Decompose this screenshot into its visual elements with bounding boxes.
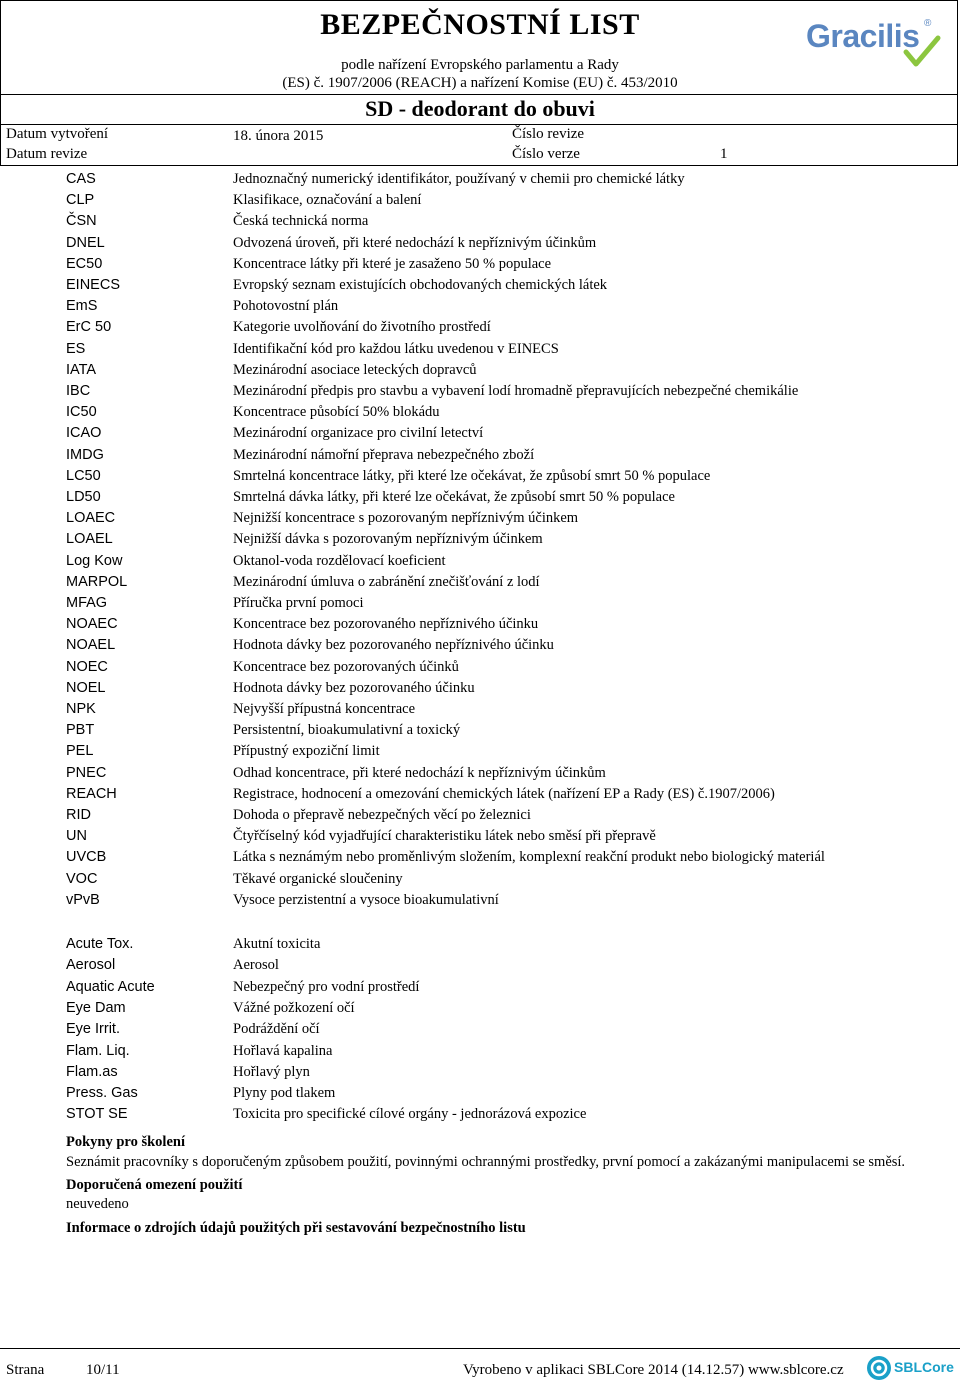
abbreviation-row bbox=[0, 828, 960, 849]
restrictions-title: Doporučená omezení použití bbox=[66, 1177, 243, 1193]
abbreviation-code: Log Kow bbox=[66, 552, 123, 569]
abbreviation-row bbox=[0, 786, 960, 807]
abbreviation-description: Koncentrace látky při které je zasaženo 50 % populace bbox=[233, 255, 552, 272]
abbreviation-description: Těkavé organické sloučeniny bbox=[233, 870, 403, 887]
abbreviation-code: Acute Tox. bbox=[66, 936, 134, 952]
abbreviation-description: Mezinárodní námořní přeprava nebezpečného zboží bbox=[233, 446, 535, 463]
abbreviation-code: Flam.as bbox=[66, 1063, 118, 1080]
training-title: Pokyny pro školení bbox=[66, 1134, 185, 1150]
abbreviation-description: Přípustný expoziční limit bbox=[233, 743, 380, 760]
abbreviation-row bbox=[0, 1021, 960, 1042]
abbreviation-description: Dohoda o přepravě nebezpečných věcí po železnici bbox=[233, 807, 531, 823]
regulation-line-1: podle nařízení Evropského parlamentu a Rady bbox=[341, 57, 619, 73]
document-title: BEZPEČNOSTNÍ LIST bbox=[320, 8, 640, 41]
abbreviation-code: LOAEL bbox=[66, 531, 113, 548]
abbreviation-description: Koncentrace bez pozorovaných účinků bbox=[233, 658, 459, 675]
abbreviation-code: ČSN bbox=[66, 213, 97, 230]
abbreviation-code: CAS bbox=[66, 171, 96, 187]
abbreviation-description: Nejnižší koncentrace s pozorovaným nepříznivým účinkem bbox=[233, 510, 579, 527]
abbreviation-description: Čtyřčíselný kód vyjadřující charakteristiku látek nebo směsí při přepravě bbox=[233, 828, 656, 845]
abbreviation-description: Kategorie uvolňování do životního prostředí bbox=[233, 319, 491, 336]
abbreviation-row bbox=[0, 277, 960, 298]
abbreviation-row bbox=[0, 489, 960, 510]
abbreviation-description: Odhad koncentrace, při které nedochází k nepříznivým účinkům bbox=[233, 764, 606, 781]
gracilis-logo bbox=[806, 18, 946, 74]
abbreviation-description: Koncentrace bez pozorovaného nepříznivého účinku bbox=[233, 616, 539, 633]
abbreviation-code: UN bbox=[66, 828, 87, 845]
abbreviation-row bbox=[0, 171, 960, 192]
abbreviation-description: Smrtelná koncentrace látky, při které lze očekávat, že způsobí smrt 50 % populace bbox=[233, 467, 711, 484]
abbreviation-row bbox=[0, 722, 960, 743]
abbreviation-description: Mezinárodní asociace leteckých dopravců bbox=[233, 361, 477, 378]
abbreviation-code: IBC bbox=[66, 383, 91, 399]
abbreviation-description: Smrtelná dávka látky, při které lze očekávat, že způsobí smrt 50 % populace bbox=[233, 489, 675, 505]
abbreviation-row bbox=[0, 979, 960, 1000]
abbreviation-code: Press. Gas bbox=[66, 1085, 138, 1102]
abbreviation-description: Látka s neznámým nebo proměnlivým složením, komplexní reakční produkt nebo biologický materiál bbox=[233, 849, 825, 866]
abbreviation-code: ErC 50 bbox=[66, 319, 112, 336]
abbreviation-code: IATA bbox=[66, 361, 97, 378]
abbreviation-code: PEL bbox=[66, 743, 94, 760]
abbreviation-row bbox=[0, 743, 960, 764]
abbreviation-code: IC50 bbox=[66, 404, 97, 421]
abbreviation-code: LOAEC bbox=[66, 510, 116, 527]
abbreviation-code: NOAEL bbox=[66, 637, 116, 654]
abbreviation-code: CLP bbox=[66, 192, 95, 209]
produced-by-text: Vyrobeno v aplikaci SBLCore 2014 (14.12.57) www.sblcore.cz bbox=[463, 1362, 844, 1378]
abbreviation-code: DNEL bbox=[66, 234, 105, 251]
abbreviation-row bbox=[0, 531, 960, 552]
abbreviation-code: EC50 bbox=[66, 255, 103, 272]
sblcore-logo bbox=[866, 1354, 956, 1382]
abbreviation-description: Mezinárodní organizace pro civilní letectví bbox=[233, 425, 484, 442]
abbreviation-description: Podráždění očí bbox=[233, 1021, 320, 1038]
abbreviation-description: Oktanol-voda rozdělovací koeficient bbox=[233, 552, 446, 569]
abbreviation-row bbox=[0, 616, 960, 637]
header-divider bbox=[0, 94, 958, 95]
abbreviation-row bbox=[0, 362, 960, 383]
abbreviation-code: NOEC bbox=[66, 658, 108, 675]
abbreviation-row bbox=[0, 447, 960, 468]
abbreviation-description: Hodnota dávky bez pozorovaného účinku bbox=[233, 679, 475, 696]
product-name: SD - deodorant do obuvi bbox=[365, 96, 595, 121]
abbreviation-row bbox=[0, 235, 960, 256]
abbreviation-description: Identifikační kód pro každou látku uvedenou v EINECS bbox=[233, 340, 559, 357]
abbreviation-description: Hořlavá kapalina bbox=[233, 1042, 333, 1059]
abbreviation-row bbox=[0, 468, 960, 489]
abbreviation-row bbox=[0, 298, 960, 319]
document-header bbox=[0, 0, 958, 164]
abbreviation-row bbox=[0, 892, 960, 913]
abbreviation-row bbox=[0, 383, 960, 404]
abbreviation-description: Klasifikace, označování a balení bbox=[233, 192, 422, 209]
revision-number-label: Číslo revize bbox=[512, 126, 585, 142]
abbreviation-row bbox=[0, 213, 960, 234]
abbreviation-code: Aerosol bbox=[66, 957, 116, 974]
abbreviation-code: LD50 bbox=[66, 489, 101, 505]
abbreviation-code: MFAG bbox=[66, 595, 108, 611]
training-body: Seznámit pracovníky s doporučeným způsobem použití, povinnými ochrannými prostředky, první pomocí a zakázanými manipulacemi se směsí. bbox=[66, 1154, 906, 1170]
version-value: 1 bbox=[720, 146, 728, 162]
abbreviation-description: Mezinárodní úmluva o zabránění znečišťování z lodí bbox=[233, 573, 540, 590]
regulation-line-2: (ES) č. 1907/2006 (REACH) a nařízení Komise (EU) č. 453/2010 bbox=[282, 75, 678, 91]
abbreviation-row bbox=[0, 1043, 960, 1064]
abbreviation-description: Jednoznačný numerický identifikátor, používaný v chemii pro chemické látky bbox=[233, 171, 685, 187]
abbreviation-code: STOT SE bbox=[66, 1106, 128, 1123]
sblcore-wordmark: SBLCore bbox=[894, 1359, 954, 1375]
abbreviation-code: Aquatic Acute bbox=[66, 978, 155, 995]
abbreviation-code: Eye Irrit. bbox=[66, 1021, 120, 1038]
abbreviation-description: Pohotovostní plán bbox=[233, 298, 339, 315]
abbreviation-row bbox=[0, 341, 960, 362]
abbreviation-description: Koncentrace působící 50% blokádu bbox=[233, 404, 440, 421]
abbreviation-row bbox=[0, 807, 960, 828]
abbreviation-code: MARPOL bbox=[66, 573, 128, 590]
abbreviation-code: VOC bbox=[66, 870, 98, 887]
abbreviation-description: Toxicita pro specifické cílové orgány - jednorázová expozice bbox=[233, 1106, 587, 1123]
restrictions-body: neuvedeno bbox=[66, 1196, 129, 1212]
abbreviation-row bbox=[0, 510, 960, 531]
version-label: Číslo verze bbox=[512, 146, 580, 162]
abbreviation-row bbox=[0, 1000, 960, 1021]
abbreviation-row bbox=[0, 192, 960, 213]
page-number: 10/11 bbox=[86, 1362, 120, 1378]
abbreviation-row bbox=[0, 1085, 960, 1106]
abbreviation-code: PNEC bbox=[66, 764, 107, 781]
abbreviation-row bbox=[0, 553, 960, 574]
abbreviation-description: Vážné požkození očí bbox=[233, 999, 355, 1016]
abbreviation-row bbox=[0, 659, 960, 680]
abbreviation-description: Evropský seznam existujících obchodovaných chemických látek bbox=[233, 277, 608, 293]
abbreviation-code: vPvB bbox=[66, 891, 100, 908]
abbreviation-code: LC50 bbox=[66, 467, 101, 484]
abbreviation-row bbox=[0, 425, 960, 446]
abbreviation-row bbox=[0, 1064, 960, 1085]
abbreviation-description: Persistentní, bioakumulativní a toxický bbox=[233, 722, 461, 739]
abbreviation-row bbox=[0, 701, 960, 722]
abbreviation-code: UVCB bbox=[66, 849, 107, 866]
created-value: 18. února 2015 bbox=[233, 128, 324, 144]
logo-registered-mark: ® bbox=[924, 18, 932, 29]
abbreviation-row bbox=[0, 871, 960, 892]
abbreviation-description: Registrace, hodnocení a omezování chemických látek (nařízení EP a Rady (ES) č.1907/2006) bbox=[233, 785, 775, 802]
sblcore-icon bbox=[866, 1355, 892, 1381]
abbreviation-row bbox=[0, 256, 960, 277]
abbreviation-row bbox=[0, 404, 960, 425]
abbreviation-description: Hodnota dávky bez pozorovaného nepříznivého účinku bbox=[233, 637, 554, 654]
abbreviation-code: PBT bbox=[66, 722, 95, 739]
abbreviation-code: ICAO bbox=[66, 425, 102, 442]
abbreviation-code: EmS bbox=[66, 298, 98, 315]
logo-wordmark: Gracilis bbox=[806, 18, 920, 54]
abbreviation-code: NOEL bbox=[66, 679, 106, 696]
abbreviation-row bbox=[0, 957, 960, 978]
revision-date-label: Datum revize bbox=[6, 146, 88, 162]
abbreviation-code: EINECS bbox=[66, 277, 120, 293]
abbreviation-row bbox=[0, 936, 960, 957]
abbreviation-description: Plyny pod tlakem bbox=[233, 1085, 336, 1102]
abbreviation-description: Odvozená úroveň, při které nedochází k nepříznivým účinkům bbox=[233, 234, 597, 251]
abbreviation-description: Nejnižší dávka s pozorovaným nepříznivým účinkem bbox=[233, 531, 543, 548]
abbreviation-code: Flam. Liq. bbox=[66, 1042, 130, 1059]
abbreviation-row bbox=[0, 680, 960, 701]
abbreviation-description: Akutní toxicita bbox=[233, 936, 321, 952]
abbreviation-row bbox=[0, 849, 960, 870]
abbreviation-description: Mezinárodní předpis pro stavbu a vybavení lodí hromadně přepravujících nebezpečné chemikálie bbox=[233, 383, 799, 399]
header-divider bbox=[0, 124, 958, 125]
abbreviation-row bbox=[0, 765, 960, 786]
abbreviation-row bbox=[0, 637, 960, 658]
abbreviation-description: Aerosol bbox=[233, 957, 279, 974]
abbreviation-description: Česká technická norma bbox=[233, 213, 369, 230]
abbreviation-code: REACH bbox=[66, 785, 117, 802]
sources-title: Informace o zdrojích údajů použitých při sestavování bezpečnostního listu bbox=[66, 1220, 526, 1236]
abbreviation-code: RID bbox=[66, 807, 91, 823]
abbreviation-description: Nejvyšší přípustná koncentrace bbox=[233, 701, 416, 717]
abbreviation-code: NOAEC bbox=[66, 616, 118, 633]
checkmark-icon bbox=[902, 34, 942, 70]
abbreviation-description: Vysoce perzistentní a vysoce bioakumulativní bbox=[233, 891, 499, 908]
page-label: Strana bbox=[6, 1362, 45, 1378]
abbreviation-code: Eye Dam bbox=[66, 999, 126, 1016]
abbreviation-description: Nebezpečný pro vodní prostředí bbox=[233, 978, 420, 995]
abbreviation-row bbox=[0, 1106, 960, 1127]
abbreviation-description: Hořlavý plyn bbox=[233, 1063, 310, 1080]
created-label: Datum vytvoření bbox=[6, 126, 109, 142]
abbreviation-row bbox=[0, 319, 960, 340]
abbreviation-row bbox=[0, 595, 960, 616]
abbreviation-code: IMDG bbox=[66, 446, 104, 463]
abbreviation-row bbox=[0, 574, 960, 595]
abbreviation-description: Příručka první pomoci bbox=[233, 595, 364, 611]
abbreviation-code: NPK bbox=[66, 701, 96, 717]
abbreviation-code: ES bbox=[66, 340, 86, 357]
footer-divider bbox=[0, 1348, 960, 1349]
